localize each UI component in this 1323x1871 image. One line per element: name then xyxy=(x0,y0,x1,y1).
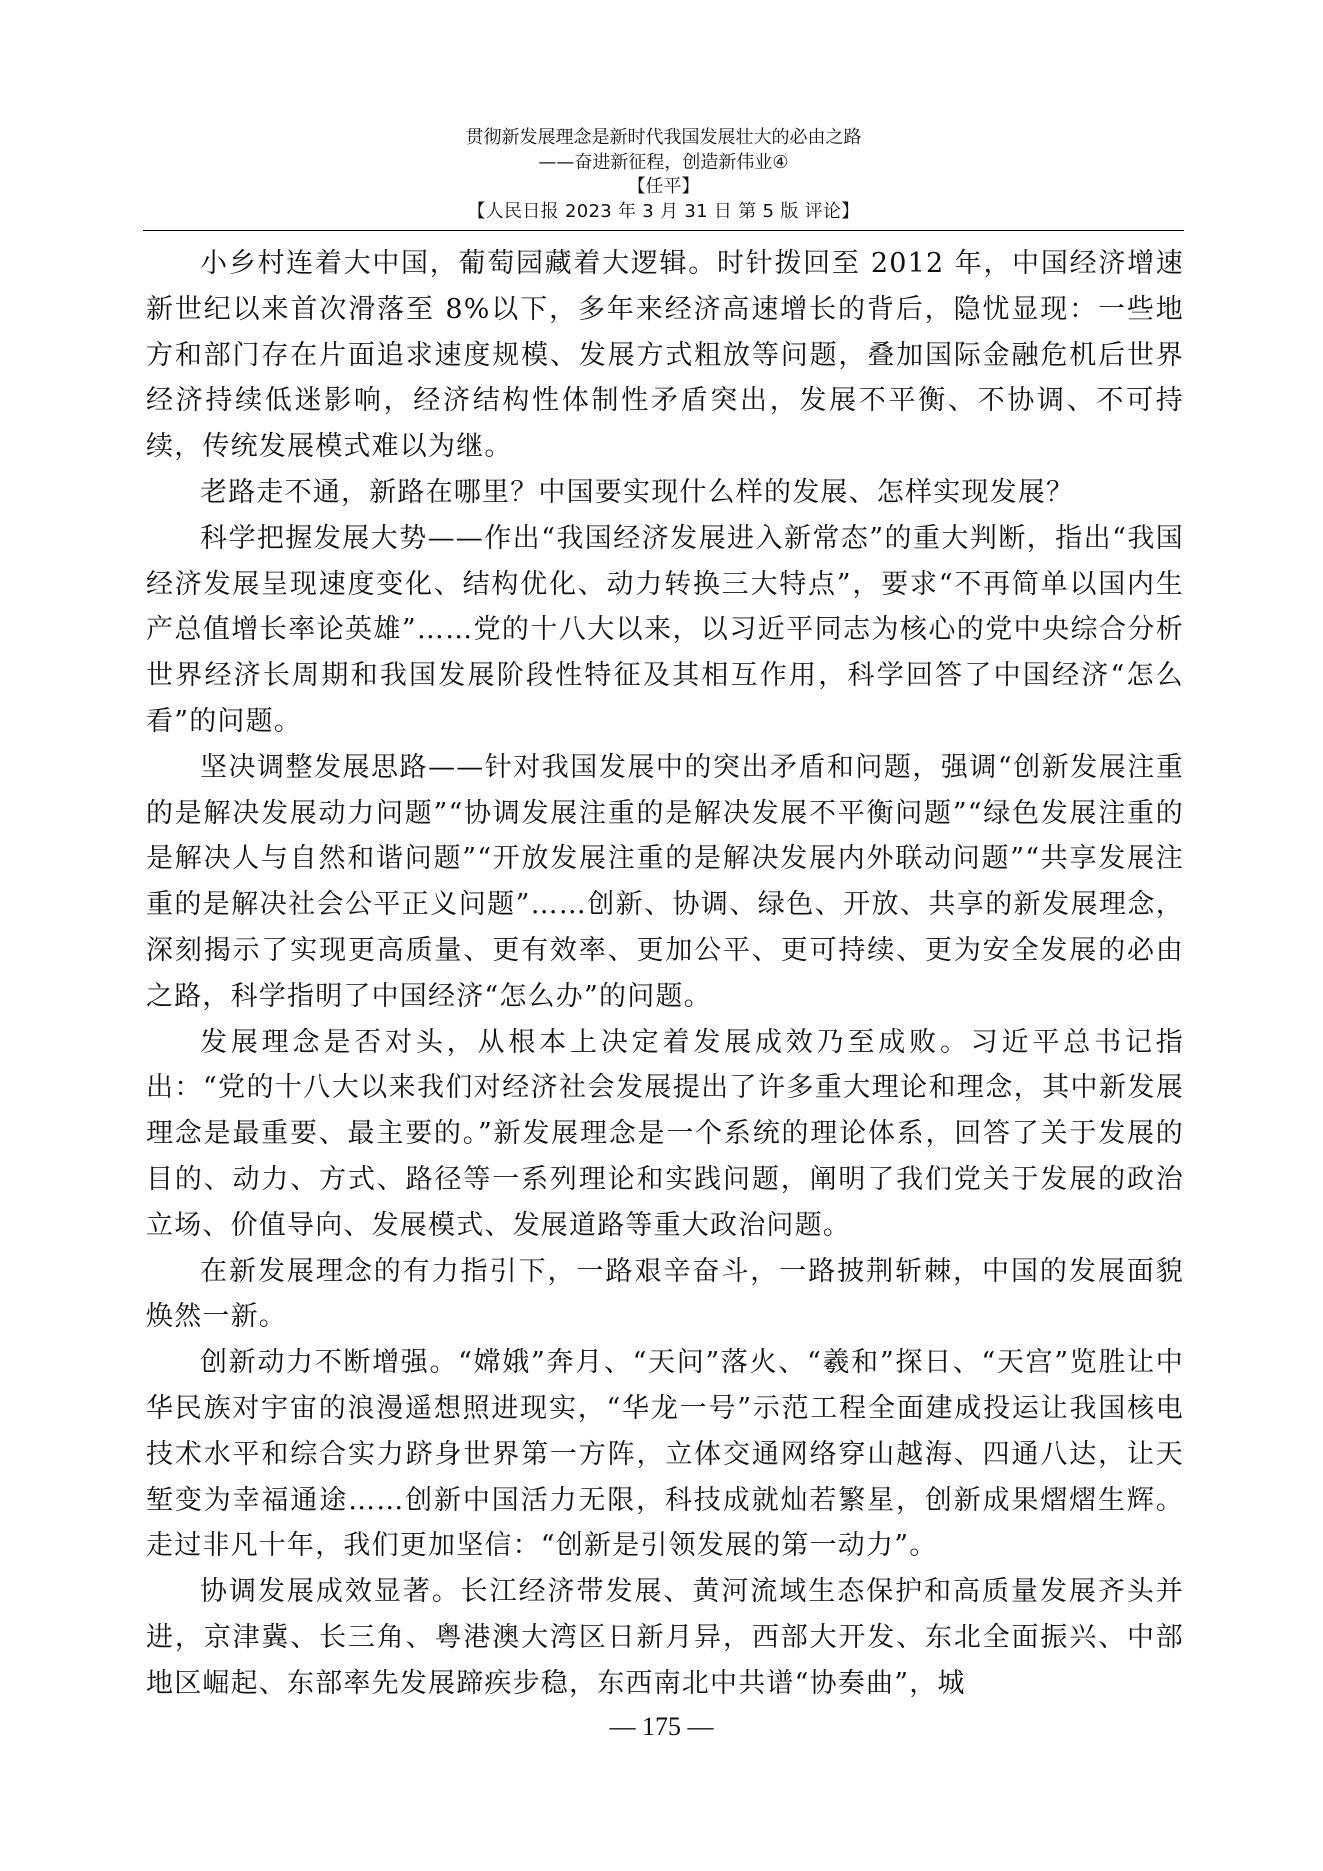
paragraph: 坚决调整发展思路——针对我国发展中的突出矛盾和问题，强调“创新发展注重的是解决发展动力问题”“协调发展注重的是解决发展不平衡问题”“绿色发展注重的是解决人与自然和谐问题”“开放发展注重的是解决发展内外联动问题”“共享发展注重的是解决社会公平正义问题”……创新、协调、绿色、开放、共享的新发展理念，深刻揭示了实现更高质量、更有效率、更加公平、更可持续、更为安全发展的必由之路，科学指明了中国经济“怎么办”的问题。 xyxy=(146,751,1184,1012)
article-author: 【任平】 xyxy=(627,176,700,197)
header-divider xyxy=(143,230,1184,231)
article-source: 【人民日报 2023 年 3 月 31 日 第 5 版 评论】 xyxy=(467,200,860,222)
paragraph: 发展理念是否对头，从根本上决定着发展成效乃至成败。习近平总书记指出：“党的十八大以来我们对经济社会发展提出了许多重大理论和理念，其中新发展理念是最重要、最主要的。”新发展理念是一个系统的理论体系，回答了关于发展的目的、动力、方式、路径等一系列理论和实践问题，阐明了我们党关于发展的政治立场、价值导向、发展模式、发展道路等重大政治问题。 xyxy=(146,1026,1184,1241)
article-body xyxy=(146,241,1184,1707)
article-header xyxy=(143,126,1184,224)
paragraph: 科学把握发展大势——作出“我国经济发展进入新常态”的重大判断，指出“我国经济发展呈现速度变化、结构优化、动力转换三大特点”，要求“不再简单以国内生产总值增长率论英雄”……党的十八大以来，以习近平同志为核心的党中央综合分析世界经济长周期和我国发展阶段性特征及其相互作用，科学回答了中国经济“怎么看”的问题。 xyxy=(146,522,1184,737)
paragraph: 小乡村连着大中国，葡萄园藏着大逻辑。时针拨回至 2012 年，中国经济增速新世纪以来首次滑落至 8%以下，多年来经济高速增长的背后，隐忧显现：一些地方和部门存在片面追求速度规模、发展方式粗放等问题，叠加国际金融危机后世界经济持续低迷影响，经济结构性体制性矛盾突出，发展不平衡、不协调、不可持续，传统发展模式难以为继。 xyxy=(146,248,1184,463)
article-title: 贯彻新发展理念是新时代我国发展壮大的必由之路 xyxy=(465,127,862,148)
article-subtitle: ——奋进新征程，创造新伟业④ xyxy=(538,151,789,173)
paragraph: 老路走不通，新路在哪里？中国要实现什么样的发展、怎样实现发展？ xyxy=(200,476,1075,508)
paragraph: 协调发展成效显著。长江经济带发展、黄河流域生态保护和高质量发展齐头并进，京津冀、长三角、粤港澳大湾区日新月异，西部大开发、东北全面振兴、中部地区崛起、东部率先发展蹄疾步稳，东西南北中共谱“协奏曲”，城 xyxy=(146,1576,1184,1699)
paragraph: 创新动力不断增强。“嫦娥”奔月、“天问”落火、“羲和”探日、“天宫”览胜让中华民族对宇宙的浪漫遥想照进现实，“华龙一号”示范工程全面建成投运让我国核电技术水平和综合实力跻身世界第一方阵，立体交通网络穿山越海、四通八达，让天堑变为幸福通途……创新中国活力无限，科技成就灿若繁星，创新成果熠熠生辉。走过非凡十年，我们更加坚信：“创新是引领发展的第一动力”。 xyxy=(146,1347,1184,1562)
paragraph: 在新发展理念的有力指引下，一路艰辛奋斗，一路披荆斩棘，中国的发展面貌焕然一新。 xyxy=(146,1255,1184,1333)
page-number: — 175 — xyxy=(609,1712,714,1741)
